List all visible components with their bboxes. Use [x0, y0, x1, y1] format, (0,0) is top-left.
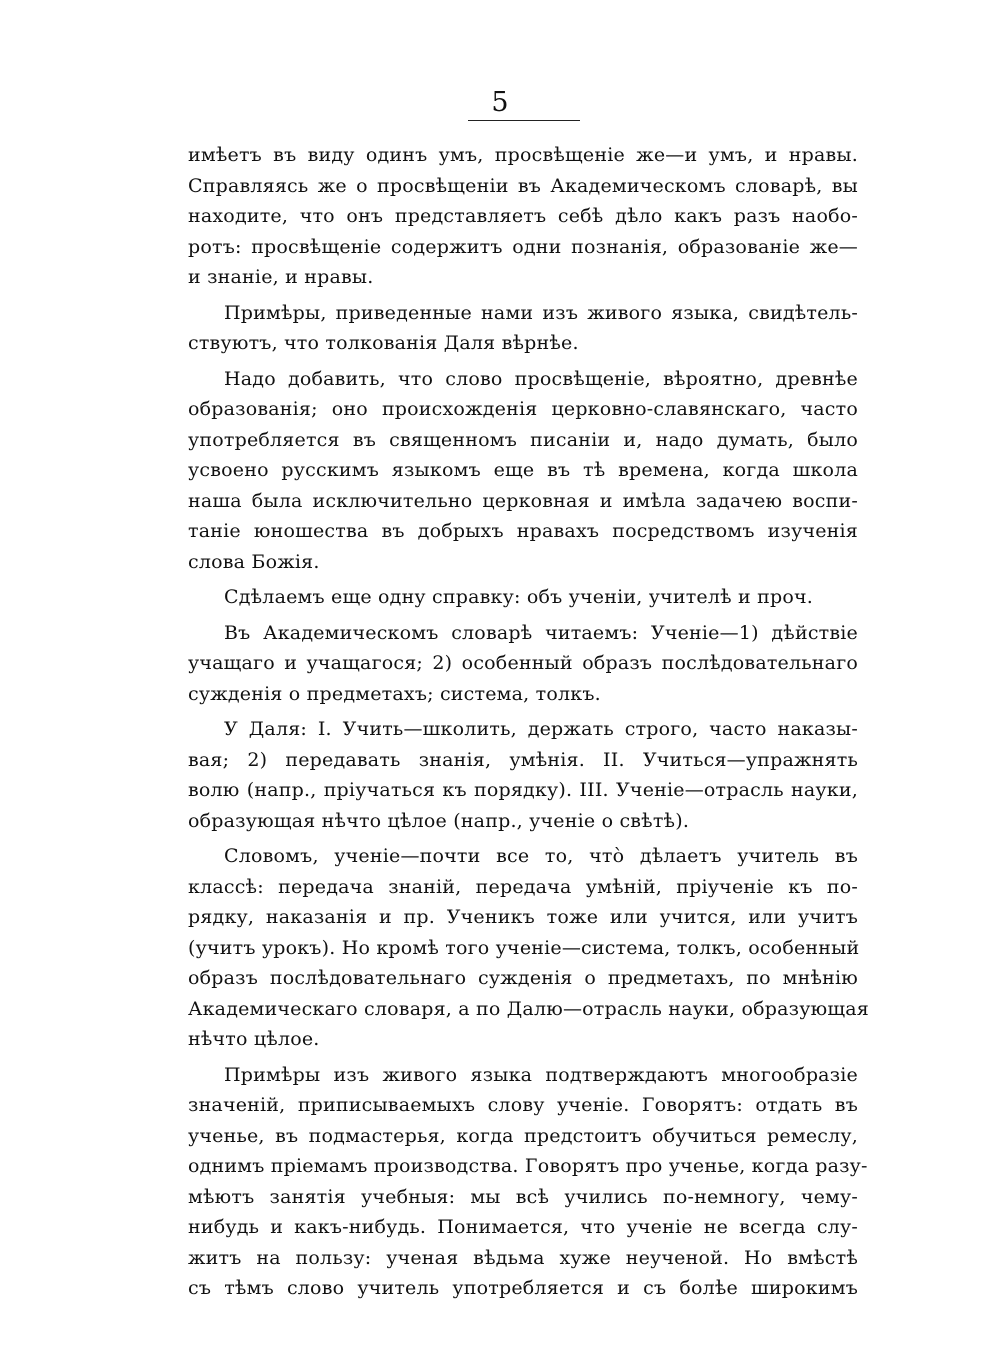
- paragraph: [188, 582, 858, 613]
- text-line: волю (напр., пріучаться къ порядку). III. Ученіе—отрасль науки,: [188, 779, 858, 801]
- text-line: наша была исключительно церковная и имѣла задачею воспи-: [188, 489, 858, 512]
- text-line: съ тѣмъ слово учитель употребляется и съ болѣе широкимъ: [188, 1277, 858, 1299]
- text-line: ученье, въ подмастерья, когда предстоитъ обучиться ремеслу,: [188, 1124, 858, 1147]
- text-line: таніе юношества въ добрыхъ нравахъ посредствомъ изученія: [188, 520, 858, 542]
- header-rule: [468, 120, 580, 121]
- text-line: (учитъ урокъ). Но кромѣ того ученіе—система, толкъ, особенный: [188, 936, 860, 959]
- paragraph: [188, 618, 858, 710]
- text-line: образующая нѣчто цѣлое (напр., ученіе о свѣтѣ).: [188, 809, 690, 832]
- text-line: Сдѣлаемъ еще одну справку: объ ученіи, учителѣ и проч.: [224, 586, 814, 608]
- text-line: Примѣры, приведенные нами изъ живого языка, свидѣтель-: [224, 301, 858, 324]
- text-line: нибудь и какъ-нибудь. Понимается, что ученіе не всегда слу-: [188, 1216, 858, 1238]
- paragraph: [188, 364, 858, 578]
- text-line: вая; 2) передавать знанія, умѣнія. II. Учиться—упражнять: [188, 748, 858, 771]
- body-text: [188, 140, 869, 1309]
- text-line: ротъ: просвѣщеніе содержитъ одни познанія, образованіе же—: [188, 235, 858, 258]
- text-line: рядку, наказанія и пр. Ученикъ тоже или учится, или учитъ: [188, 906, 858, 928]
- text-line: и знаніе, и нравы.: [188, 266, 374, 288]
- text-line: употребляется въ священномъ писаніи и, надо думать, было: [188, 428, 858, 451]
- text-line: имѣетъ въ виду одинъ умъ, просвѣщеніе же—и умъ, и нравы.: [188, 144, 858, 166]
- text-line: учащаго и учащагося; 2) особенный образъ послѣдовательнаго: [188, 652, 858, 674]
- paragraph: [188, 841, 869, 1055]
- text-line: сужденія о предметахъ; система, толкъ.: [188, 682, 601, 705]
- text-line: слова Божія.: [188, 550, 320, 573]
- text-line: значеній, приписываемыхъ слову ученіе. Говорятъ: отдать въ: [188, 1094, 858, 1116]
- text-line: Академическаго словаря, а по Далю—отрасль науки, образующая: [188, 997, 869, 1020]
- text-line: Примѣры изъ живого языка подтверждаютъ многообразіе: [224, 1063, 858, 1086]
- text-line: однимъ пріемамъ производства. Говорятъ про ученье, когда разу-: [188, 1155, 868, 1177]
- paragraph: [188, 714, 858, 836]
- text-line: Надо добавить, что слово просвѣщеніе, вѣроятно, древнѣе: [224, 367, 858, 390]
- text-line: усвоено русскимъ языкомъ еще въ тѣ времена, когда школа: [188, 459, 858, 481]
- text-line: классѣ: передача знаній, передача умѣній, пріученіе къ по-: [188, 875, 858, 898]
- text-line: находите, что онъ представляетъ себѣ дѣло какъ разъ наобо-: [188, 205, 858, 227]
- page-number: 5: [491, 87, 509, 118]
- paragraph: [188, 140, 858, 293]
- text-line: нѣчто цѣлое.: [188, 1028, 320, 1050]
- paragraph: [188, 298, 858, 359]
- text-line: житъ на пользу: ученая вѣдьма хуже неученой. Но вмѣстѣ: [188, 1246, 858, 1269]
- paragraph: [188, 1060, 868, 1304]
- text-line: Словомъ, ученіе—почти все то, что̀ дѣлаетъ учитель въ: [224, 845, 858, 867]
- text-line: ствуютъ, что толкованія Даля вѣрнѣе.: [188, 332, 579, 354]
- text-line: мѣютъ занятія учебныя: мы всѣ учились по-немногу, чему-: [188, 1185, 858, 1208]
- text-line: У Даля: I. Учить—школить, держать строго, часто наказы-: [224, 718, 858, 740]
- text-line: образованія; оно происхожденія церковно-славянскаго, часто: [188, 398, 858, 420]
- text-line: Въ Академическомъ словарѣ читаемъ: Ученіе—1) дѣйствіе: [224, 621, 858, 644]
- text-line: Справляясь же о просвѣщеніи въ Академическомъ словарѣ, вы: [188, 174, 858, 197]
- text-line: образъ послѣдовательнаго сужденія о предметахъ, по мнѣнію: [188, 967, 858, 989]
